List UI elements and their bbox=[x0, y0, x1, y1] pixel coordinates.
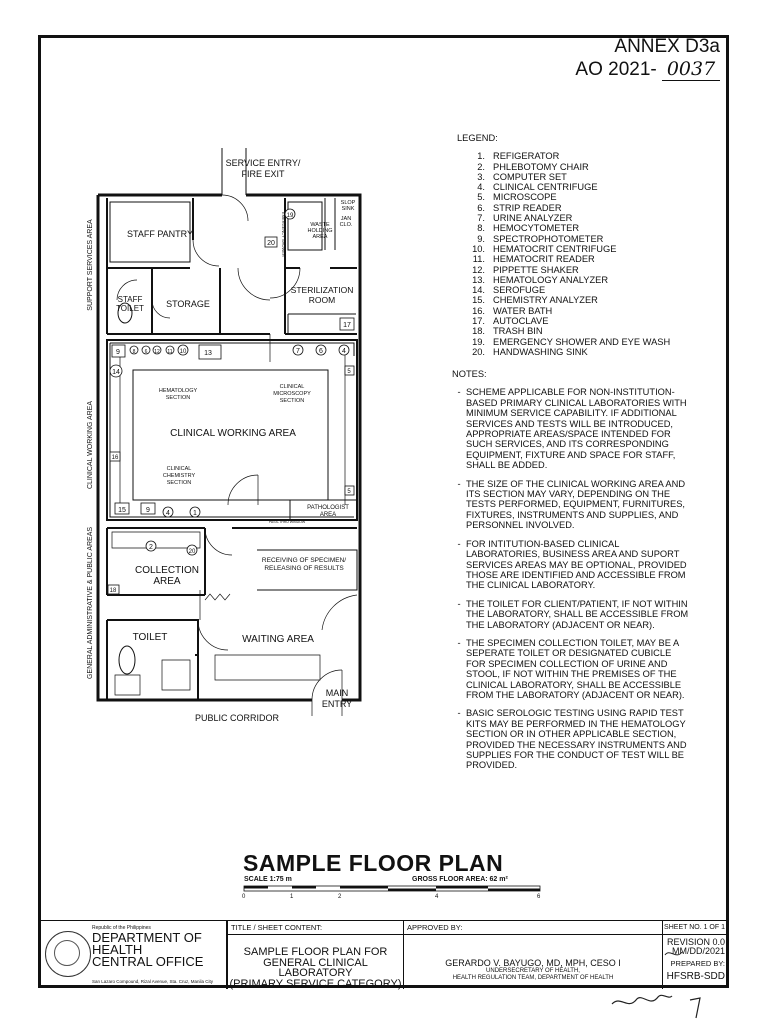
legend-item bbox=[457, 203, 670, 213]
sheet-title-line-1: SAMPLE FLOOR PLAN FOR bbox=[243, 946, 388, 958]
republic-label: Republic of the Philippines bbox=[92, 925, 151, 931]
legend-item bbox=[457, 337, 670, 347]
equip-4a bbox=[339, 345, 349, 355]
svg-text:11: 11 bbox=[167, 349, 173, 355]
legend-item-label: COMPUTER SET bbox=[493, 171, 567, 182]
staff-toilet-label-1: STAFF bbox=[117, 295, 143, 304]
collection-area-label-2: AREA bbox=[153, 576, 181, 587]
note-bullet: - bbox=[457, 637, 461, 648]
legend-item-label: URINE ANALYZER bbox=[493, 213, 573, 224]
sheet-content-label: TITLE / SHEET CONTENT: bbox=[231, 923, 323, 932]
notes-heading: NOTES: bbox=[452, 369, 487, 379]
legend-item-label: CHEMISTRY ANALYZER bbox=[493, 295, 598, 306]
department-line-2: HEALTH bbox=[92, 942, 143, 957]
legend-item bbox=[457, 172, 670, 182]
equip-6a bbox=[142, 346, 150, 355]
svg-text:15: 15 bbox=[118, 507, 126, 514]
legend-item bbox=[457, 244, 670, 254]
equip-15 bbox=[115, 503, 129, 514]
note-text: FOR INTITUTION-BASED CLINICAL LABORATORIES, BUSINESS AREA AND SUPORT SERVICES AREAS MAY BE OPTIONAL, PROVIDED THOSE ARE IDENTIFIED AND ACCESSIBLE FROM THE CLINICAL LABORATORY. bbox=[466, 538, 687, 591]
doh-seal-icon bbox=[45, 931, 91, 977]
slop-sink-label-2: SINK bbox=[341, 206, 355, 212]
legend-item-number: 18. bbox=[472, 326, 485, 337]
legend-item-number: 14. bbox=[472, 285, 485, 296]
note-item bbox=[452, 539, 692, 591]
service-entry-label: SERVICE ENTRY/ bbox=[225, 158, 301, 168]
note-text: THE SIZE OF THE CLINICAL WORKING AREA AND ITS SECTION MAY VARY, DEPENDING ON THE TESTS PERFORMED, EQUIPMENT, FURNITURES, FIXTURES, INSTRUMENTS AND SUPPLIES, AND PERSONNEL INVOLVED. bbox=[466, 478, 686, 531]
svg-text:2: 2 bbox=[149, 544, 153, 551]
pathologist-label-2: AREA bbox=[319, 512, 337, 518]
sheet-title-line-2: GENERAL CLINICAL LABORATORY bbox=[263, 956, 368, 979]
revision-date: MM/DD/2021 bbox=[671, 946, 725, 956]
sheet-number: SHEET NO. 1 OF 1 bbox=[664, 924, 725, 931]
staff-pantry-label: STAFF PANTRY bbox=[126, 229, 194, 239]
pass-through-label: PASS-THRU WINDOW bbox=[268, 520, 306, 524]
equip-5b bbox=[345, 486, 354, 495]
side-label-support: SUPPORT SERVICES AREA bbox=[87, 219, 94, 311]
svg-text:18: 18 bbox=[109, 588, 117, 594]
legend-item-number: 4. bbox=[477, 182, 485, 193]
sheet-content-cell bbox=[227, 921, 404, 989]
equip-16 bbox=[110, 452, 120, 461]
note-bullet: - bbox=[457, 387, 461, 398]
pathologist-label-1: PATHOLOGIST bbox=[307, 505, 349, 511]
equip-18 bbox=[108, 585, 119, 594]
equip-5a bbox=[345, 366, 354, 375]
note-item bbox=[452, 479, 692, 531]
legend-item-label: HEMOCYTOMETER bbox=[493, 223, 580, 234]
department-line-3: CENTRAL OFFICE bbox=[92, 954, 204, 969]
scale-tick-4: 4 bbox=[435, 894, 439, 900]
department-name bbox=[92, 932, 203, 968]
legend-item-label: PIPPETTE SHAKER bbox=[493, 264, 579, 275]
scale-tick-2: 2 bbox=[338, 894, 342, 900]
staff-toilet-label-2: TOILET bbox=[116, 304, 144, 313]
sheet-title-line-3: (PRIMARY SERVICE CATEGORY) bbox=[229, 977, 402, 990]
legend-item-label: SPECTROPHOTOMETER bbox=[493, 233, 604, 244]
waste-label-1: WASTE bbox=[310, 222, 330, 228]
legend-item-label: TRASH BIN bbox=[493, 326, 543, 337]
svg-text:16: 16 bbox=[111, 455, 119, 461]
collection-area-label-1: COLLECTION bbox=[135, 565, 199, 576]
title-block bbox=[38, 920, 729, 989]
annex-number: ANNEX D3a bbox=[614, 36, 720, 57]
svg-text:1: 1 bbox=[193, 510, 197, 517]
legend-item bbox=[457, 213, 670, 223]
approved-label: APPROVED BY: bbox=[407, 923, 463, 932]
legend-item-label: PHLEBOTOMY CHAIR bbox=[493, 161, 589, 172]
svg-text:7: 7 bbox=[296, 348, 300, 355]
legend-item-number: 6. bbox=[477, 202, 485, 213]
svg-text:17: 17 bbox=[343, 322, 351, 329]
legend-item-number: 8. bbox=[477, 223, 485, 234]
main-entry-label-2: ENTRY bbox=[321, 699, 353, 709]
note-text: SCHEME APPLICABLE FOR NON-INSTITUTION-BASED PRIMARY CLINICAL LABORATORIES WITH MINIMUM SERVICE CAPABILITY. IF ADDITIONAL SERVICES AND TESTS WILL BE INTRODUCED, APPROPRIATE AREAS/SPACE INTENDED FOR SUCH SERVICES, AND ITS CORRESPONDING EQUIPMENT, FIXTURE AND SPACE FOR STAFF, SHALL BE ADDED. bbox=[466, 387, 687, 471]
revision bbox=[667, 938, 725, 956]
storage-label: STORAGE bbox=[166, 299, 210, 309]
jan-clo-label-2: CLO. bbox=[339, 222, 353, 228]
legend-item-number: 1. bbox=[477, 151, 485, 162]
side-label-clinical: CLINICAL WORKING AREA bbox=[87, 400, 94, 490]
legend-item bbox=[457, 234, 670, 244]
approver-title-1: UNDERSECRETARY OF HEALTH, bbox=[486, 968, 580, 974]
svg-text:4: 4 bbox=[342, 348, 346, 355]
public-corridor-label: PUBLIC CORRIDOR bbox=[194, 713, 280, 723]
legend-item-number: 16. bbox=[472, 305, 485, 316]
department-address: San Lazaro Compound, Rizal Avenue, Sta. Cruz, Manila City bbox=[92, 979, 213, 984]
svg-text:5: 5 bbox=[347, 489, 351, 495]
svg-text:20: 20 bbox=[188, 549, 196, 555]
emergency-shower-label: EMERGENCY SHOWER bbox=[281, 212, 286, 257]
scale-tick-0: 0 bbox=[242, 894, 246, 900]
note-bullet: - bbox=[457, 478, 461, 489]
legend-item-number: 3. bbox=[477, 171, 485, 182]
legend-item-number: 2. bbox=[477, 161, 485, 172]
legend-item bbox=[457, 285, 670, 295]
svg-text:20: 20 bbox=[267, 240, 275, 247]
equip-20b bbox=[187, 545, 197, 555]
legend-item bbox=[457, 162, 670, 172]
equip-4b bbox=[163, 507, 173, 517]
note-item bbox=[452, 708, 692, 770]
legend-item-number: 12. bbox=[472, 264, 485, 275]
svg-text:13: 13 bbox=[204, 350, 212, 357]
legend-item-number: 9. bbox=[477, 233, 485, 244]
waiting-area-label: WAITING AREA bbox=[242, 634, 314, 645]
chemistry-label-2: CHEMISTRY bbox=[162, 473, 196, 479]
approver-name: GERARDO V. BAYUGO, MD, MPH, CESO I bbox=[445, 958, 621, 968]
microscopy-label-3: SECTION bbox=[279, 398, 305, 404]
gross-floor-area-label: GROSS FLOOR AREA: 62 m² bbox=[412, 876, 508, 883]
waste-label-3: AREA bbox=[312, 234, 328, 240]
legend-list bbox=[457, 151, 670, 357]
legend-item-label: STRIP READER bbox=[493, 202, 562, 213]
legend-item bbox=[457, 326, 670, 336]
doh-cell bbox=[38, 921, 227, 989]
legend-item-number: 5. bbox=[477, 192, 485, 203]
receiving-label-2: RELEASING OF RESULTS bbox=[264, 565, 344, 572]
approved-cell bbox=[404, 921, 663, 989]
legend-item bbox=[457, 254, 670, 264]
note-item bbox=[452, 599, 692, 630]
jan-clo-label-1: JAN bbox=[340, 216, 352, 222]
legend-heading: LEGEND: bbox=[457, 133, 498, 143]
svg-text:9: 9 bbox=[116, 349, 120, 356]
note-item bbox=[452, 638, 692, 700]
notes-list bbox=[452, 387, 692, 770]
equip-11 bbox=[166, 346, 174, 355]
svg-text:12: 12 bbox=[154, 349, 160, 355]
equip-1a bbox=[190, 507, 200, 517]
svg-text:10: 10 bbox=[179, 349, 187, 355]
prepared-label: PREPARED BY: bbox=[670, 959, 725, 968]
legend-item bbox=[457, 347, 670, 357]
legend-item-label: EMERGENCY SHOWER AND EYE WASH bbox=[493, 336, 671, 347]
legend-item-label: AUTOCLAVE bbox=[493, 316, 549, 327]
equip-7 bbox=[293, 345, 303, 355]
legend-item-number: 17. bbox=[472, 316, 485, 327]
legend-item-number: 20. bbox=[472, 346, 485, 357]
svg-text:8: 8 bbox=[132, 349, 136, 355]
legend-item bbox=[457, 316, 670, 326]
notes bbox=[452, 369, 692, 779]
legend-item bbox=[457, 151, 670, 161]
equip-9b bbox=[141, 503, 155, 514]
microscopy-label-1: CLINICAL bbox=[279, 384, 305, 390]
ao-handwritten-number: 0037 bbox=[662, 58, 720, 81]
legend-item-label: REFIGERATOR bbox=[493, 151, 560, 162]
hematology-label-2: SECTION bbox=[165, 395, 191, 401]
equip-14 bbox=[110, 365, 122, 377]
slop-sink-label-1: SLOP bbox=[340, 200, 356, 206]
side-label-admin: GENERAL ADMINISTRATIVE & PUBLIC AREAS bbox=[87, 526, 94, 680]
legend-item-number: 7. bbox=[477, 213, 485, 224]
equip-12 bbox=[153, 346, 161, 355]
legend-item-number: 11. bbox=[472, 254, 485, 265]
chemistry-label-3: SECTION bbox=[166, 480, 192, 486]
note-text: THE SPECIMEN COLLECTION TOILET, MAY BE A SEPERATE TOILET OR DESIGNATED CUBICLE FOR SPECIMEN COLLECTION OF URINE AND STOOL, IF NOT WITHIN THE PREMISES OF THE CLINICAL LABORATORY, SHALL BE ACCESSIBLE FROM THE LABORATORY (ADJACENT OR NEAR). bbox=[466, 637, 685, 700]
equip-17 bbox=[340, 318, 354, 330]
equip-6b bbox=[316, 345, 326, 355]
legend-item bbox=[457, 306, 670, 316]
fire-exit-label: FIRE EXIT bbox=[241, 169, 285, 179]
main-entry-label-1: MAIN bbox=[325, 688, 349, 698]
svg-text:9: 9 bbox=[146, 507, 150, 514]
scale-label: SCALE 1:75 m bbox=[244, 876, 292, 883]
legend-item bbox=[457, 265, 670, 275]
equip-10 bbox=[178, 345, 188, 355]
legend-item bbox=[457, 192, 670, 202]
chemistry-label-1: CLINICAL bbox=[166, 466, 192, 472]
legend-item bbox=[457, 295, 670, 305]
scale-tick-1: 1 bbox=[290, 894, 294, 900]
legend-item bbox=[457, 275, 670, 285]
scale-tick-6: 6 bbox=[537, 894, 541, 900]
svg-text:19: 19 bbox=[286, 213, 294, 219]
hematology-label-1: HEMATOLOGY bbox=[158, 388, 198, 394]
equip-13 bbox=[199, 345, 221, 359]
note-text: BASIC SEROLOGIC TESTING USING RAPID TEST KITS MAY BE PERFORMED IN THE HEMATOLOGY SECTION OR IN OTHER APPLICABLE SECTION, PROVIDED THE NECESSARY INSTRUMENTS AND SUPPLIES FOR THE CONDUCT OF TEST WILL BE PROVIDED. bbox=[466, 708, 687, 771]
legend-item-number: 13. bbox=[472, 274, 485, 285]
equip-8 bbox=[130, 346, 138, 355]
legend-item-label: HEMATOCRIT CENTRIFUGE bbox=[493, 243, 617, 254]
toilet-label: TOILET bbox=[132, 632, 168, 643]
note-bullet: - bbox=[457, 538, 461, 549]
waste-label-2: HOLDING bbox=[307, 228, 333, 234]
legend-item-label: WATER BATH bbox=[493, 305, 553, 316]
approver-title-2: HEALTH REGULATION TEAM, DEPARTMENT OF HEALTH bbox=[452, 975, 614, 981]
note-text: THE TOILET FOR CLIENT/PATIENT, IF NOT WITHIN THE LABORATORY, SHALL BE ACCESSIBLE FROM THE LABORATORY (ADJACENT OR NEAR). bbox=[466, 598, 689, 630]
equip-20a bbox=[265, 237, 277, 247]
microscopy-label-2: MICROSCOPY bbox=[273, 391, 311, 397]
svg-text:6: 6 bbox=[144, 349, 148, 355]
receiving-label-1: RECEIVING OF SPECIMEN/ bbox=[261, 557, 347, 564]
svg-text:6: 6 bbox=[319, 348, 323, 355]
revision-number: REVISION 0.0 bbox=[666, 937, 725, 947]
note-item bbox=[452, 387, 692, 470]
legend-item-number: 19. bbox=[472, 336, 485, 347]
sterilization-label-1: STERILIZATION bbox=[290, 285, 354, 295]
svg-text:5: 5 bbox=[347, 369, 351, 375]
legend-item-number: 15. bbox=[472, 295, 485, 306]
drawing-title: SAMPLE FLOOR PLAN bbox=[243, 850, 504, 876]
sheet-title bbox=[228, 947, 403, 989]
ao-number: AO 2021- 0037 bbox=[575, 58, 720, 81]
legend-item-label: CLINICAL CENTRIFUGE bbox=[493, 182, 598, 193]
legend-item-label: HEMATOCRIT READER bbox=[493, 254, 595, 265]
legend-item-label: HANDWASHING SINK bbox=[493, 346, 588, 357]
equip-9a bbox=[112, 345, 125, 357]
svg-text:14: 14 bbox=[112, 369, 120, 376]
legend bbox=[457, 133, 670, 357]
equip-2 bbox=[146, 541, 156, 551]
legend-item-label: SEROFUGE bbox=[493, 285, 546, 296]
legend-item bbox=[457, 223, 670, 233]
department-line-1: DEPARTMENT OF bbox=[92, 930, 202, 945]
legend-item bbox=[457, 182, 670, 192]
prepared-by: HFSRB-SDD bbox=[666, 971, 725, 982]
legend-item-label: MICROSCOPE bbox=[493, 192, 557, 203]
clinical-working-area-label: CLINICAL WORKING AREA bbox=[170, 428, 296, 439]
sheet-info-cell bbox=[663, 921, 729, 989]
note-bullet: - bbox=[457, 708, 461, 719]
sterilization-label-2: ROOM bbox=[308, 295, 336, 305]
svg-text:4: 4 bbox=[166, 510, 170, 517]
legend-item-number: 10. bbox=[472, 243, 485, 254]
legend-item-label: HEMATOLOGY ANALYZER bbox=[493, 274, 609, 285]
note-bullet: - bbox=[457, 598, 461, 609]
